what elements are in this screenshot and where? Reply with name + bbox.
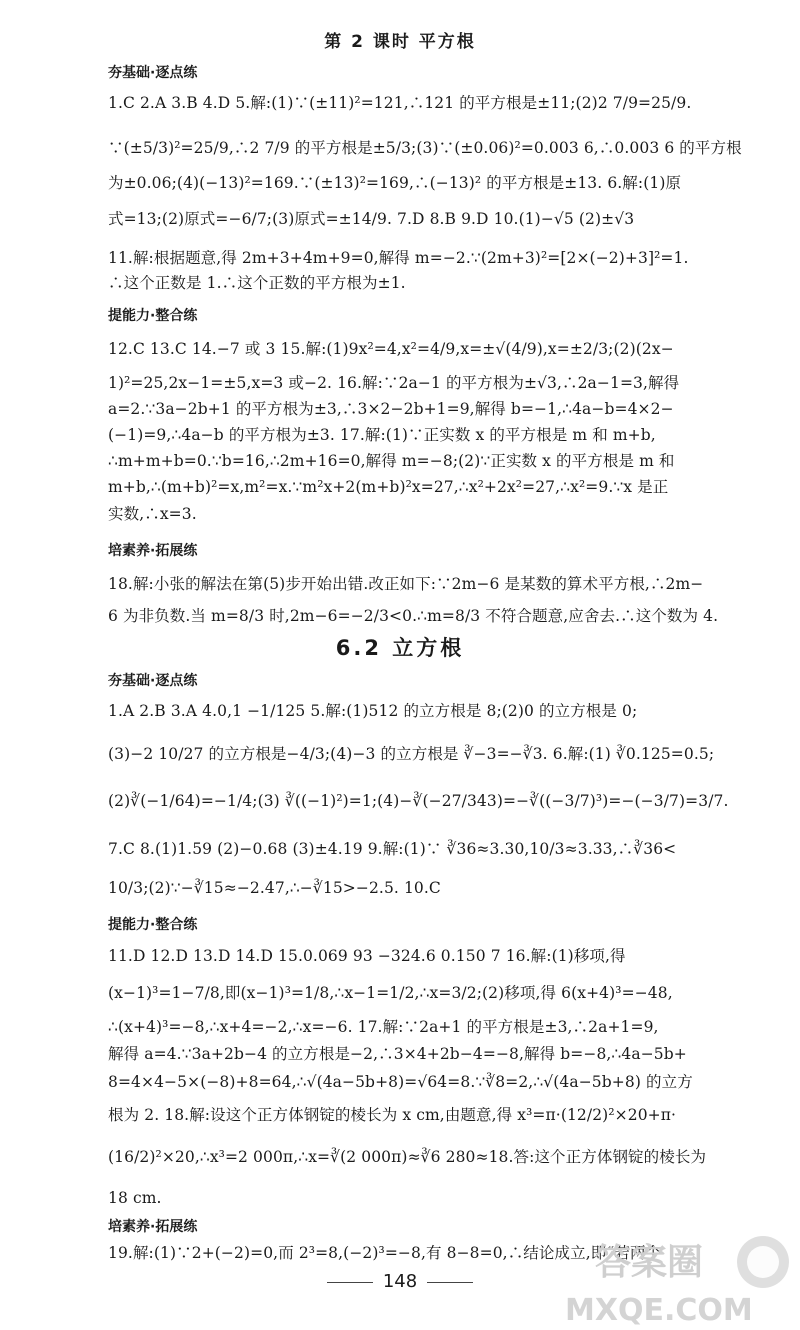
answer-line: 实数,∴x=3.	[108, 505, 197, 523]
watermark-logo	[555, 1230, 795, 1330]
answer-line: 12.C 13.C 14.−7 或 3 15.解:(1)9x²=4,x²=4/9,x=±√(4/9),x=±2/3;(2)(2x−	[108, 340, 674, 358]
answer-line: (x−1)³=1−7/8,即(x−1)³=1/8,∴x−1=1/2,∴x=3/2;(2)移项,得 6(x+4)³=−48,	[108, 984, 673, 1002]
answer-line: 11.解:根据题意,得 2m+3+4m+9=0,解得 m=−2.∵(2m+3)²=[2×(−2)+3]²=1.	[108, 249, 689, 267]
section-label-extend: 培素养·拓展练	[108, 543, 198, 559]
page-number-text: 148	[382, 1271, 418, 1292]
answer-line: ∵(±5/3)²=25/9,∴2 7/9 的平方根是±5/3;(3)∵(±0.06)²=0.003 6,∴0.003 6 的平方根	[108, 139, 742, 157]
answer-line: 1.A 2.B 3.A 4.0,1 −1/125 5.解:(1)512 的立方根是 8;(2)0 的立方根是 0;	[108, 702, 638, 720]
answer-line: 为±0.06;(4)(−13)²=169.∵(±13)²=169,∴(−13)² 的平方根是±13. 6.解:(1)原	[108, 174, 682, 192]
answer-line: m+b,∴(m+b)²=x,m²=x.∵m²x+2(m+b)²x=27,∴x²+2x²=27,∴x²=9.∵x 是正	[108, 478, 669, 496]
answer-line: 8=4×4−5×(−8)+8=64,∴√(4a−5b+8)=√64=8.∵∛8=2,∴√(4a−5b+8) 的立方	[108, 1073, 693, 1091]
divider	[327, 1282, 373, 1283]
answer-line: a=2.∵3a−2b+1 的平方根为±3,∴3×2−2b+1=9,解得 b=−1,∴4a−b=4×2−	[108, 400, 674, 418]
answer-line: ∴m+m+b=0.∵b=16,∴2m+16=0,解得 m=−8;(2)∵正实数 x 的平方根是 m 和	[108, 452, 675, 470]
section-label-basic: 夯基础·逐点练	[108, 673, 198, 689]
answer-line: 式=13;(2)原式=−6/7;(3)原式=±14/9. 7.D 8.B 9.D 10.(1)−√5 (2)±√3	[108, 210, 635, 228]
answer-line: 1)²=25,2x−1=±5,x=3 或−2. 16.解:∵2a−1 的平方根为±√3,∴2a−1=3,解得	[108, 374, 680, 392]
answer-line: 10/3;(2)∵−∛15≈−2.47,∴−∛15>−2.5. 10.C	[108, 879, 441, 897]
divider	[427, 1282, 473, 1283]
answer-line: 1.C 2.A 3.B 4.D 5.解:(1)∵(±11)²=121,∴121 的平方根是±11;(2)2 7/9=25/9.	[108, 94, 692, 112]
answer-line: 18 cm.	[108, 1189, 162, 1207]
section-heading: 6.2 立方根	[335, 636, 465, 660]
section-label-basic: 夯基础·逐点练	[108, 65, 198, 81]
section-label-ability: 提能力·整合练	[108, 308, 198, 324]
answer-line: 11.D 12.D 13.D 14.D 15.0.069 93 −324.6 0.150 7 16.解:(1)移项,得	[108, 947, 626, 965]
section-label-ability: 提能力·整合练	[108, 917, 198, 933]
answer-line: 根为 2. 18.解:设这个正方体钢锭的棱长为 x cm,由题意,得 x³=π·(12/2)²×20+π·	[108, 1106, 677, 1124]
answer-line: 6 为非负数.当 m=8/3 时,2m−6=−2/3<0.∴m=8/3 不符合题意,应舍去.∴这个数为 4.	[108, 607, 719, 625]
answer-line: ∴这个正数是 1.∴这个正数的平方根为±1.	[108, 274, 406, 292]
answer-line: 19.解:(1)∵2+(−2)=0,而 2³=8,(−2)³=−8,有 8−8=0,∴结论成立,即“若两个	[108, 1244, 662, 1262]
answer-line: ∴(x+4)³=−8,∴x+4=−2,∴x=−6. 17.解:∵2a+1 的平方根是±3,∴2a+1=9,	[108, 1018, 659, 1036]
answer-line: (−1)=9,∴4a−b 的平方根为±3. 17.解:(1)∵正实数 x 的平方根是 m 和 m+b,	[108, 426, 656, 444]
answer-line: 18.解:小张的解法在第(5)步开始出错.改正如下:∵2m−6 是某数的算术平方根,∴2m−	[108, 575, 704, 593]
answer-line: 7.C 8.(1)1.59 (2)−0.68 (3)±4.19 9.解:(1)∵ ∛36≈3.30,10/3≈3.33,∴∛36<	[108, 840, 677, 858]
svg-text:MXQE.COM: MXQE.COM	[565, 1293, 753, 1328]
answer-line: (16/2)²×20,∴x³=2 000π,∴x=∛(2 000π)≈∛6 280≈18.答:这个正方体钢锭的棱长为	[108, 1148, 707, 1166]
section-label-extend: 培素养·拓展练	[108, 1219, 198, 1235]
lesson-title: 第 2 课时 平方根	[324, 32, 476, 52]
answer-line: (2)∛(−1/64)=−1/4;(3) ∛((−1)²)=1;(4)−∛(−27/343)=−∛((−3/7)³)=−(−3/7)=3/7.	[108, 792, 729, 810]
svg-text:答案圈: 答案圈	[595, 1242, 704, 1283]
answer-line: (3)−2 10/27 的立方根是−4/3;(4)−3 的立方根是 ∛−3=−∛3. 6.解:(1) ∛0.125=0.5;	[108, 745, 715, 763]
answer-line: 解得 a=4.∵3a+2b−4 的立方根是−2,∴3×4+2b−4=−8,解得 b=−8,∴4a−5b+	[108, 1045, 687, 1063]
